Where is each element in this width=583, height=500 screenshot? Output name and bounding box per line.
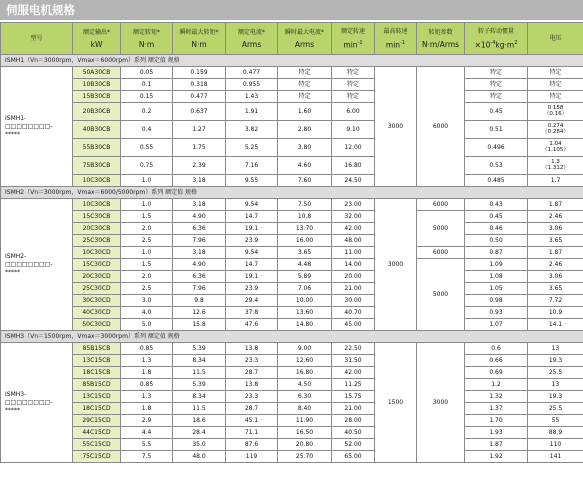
cell: 13.8 — [226, 379, 278, 391]
cell: 特定 — [278, 67, 332, 79]
model-cell: 85B15CB — [73, 343, 121, 355]
cell: 1.08 — [465, 271, 528, 283]
cell: 1.3 — [121, 391, 173, 403]
series-label: ISMH1- □□□□□□□□- ***** — [1, 67, 73, 187]
cell: 28.7 — [226, 367, 278, 379]
cell: 65.00 — [332, 451, 375, 463]
cell: 0.318 — [173, 79, 226, 91]
cell: 14.7 — [226, 259, 278, 271]
cell: 7.96 — [173, 235, 226, 247]
cell: 7.60 — [278, 175, 332, 187]
cell: 30.00 — [332, 295, 375, 307]
cell: 4.48 — [278, 259, 332, 271]
cell: 3.06 — [528, 223, 583, 235]
cell: 8.40 — [278, 403, 332, 415]
model-cell: 44C15CD — [73, 427, 121, 439]
model-cell: 55C15CD — [73, 439, 121, 451]
cell: 3.06 — [528, 271, 583, 283]
inertia-cell: 0.158 （0.16） — [528, 103, 583, 121]
cell: 3.65 — [528, 283, 583, 295]
cell: 0.53 — [465, 157, 528, 175]
cell: 1.0 — [121, 199, 173, 211]
table-row — [1, 343, 583, 355]
cell: 13.70 — [278, 223, 332, 235]
model-cell: 13C15CB — [73, 355, 121, 367]
cell: 13.60 — [278, 307, 332, 319]
header-power: 额定输出* kW — [73, 23, 121, 55]
section-title: ISMH1（Vn＝3000rpm，Vmax＝6000rpm）系列 额定值 规格 — [1, 55, 583, 67]
table-row — [1, 121, 583, 139]
cell: 32.00 — [332, 211, 375, 223]
header-voltage: 电压 — [528, 23, 583, 55]
cell: 0.485 — [465, 175, 528, 187]
model-cell: 75C15CD — [73, 451, 121, 463]
cell: 0.55 — [121, 139, 173, 157]
model-cell: 10C30CB — [73, 175, 121, 187]
cell: 0.98 — [465, 295, 528, 307]
model-cell: 13C15CD — [73, 391, 121, 403]
cell: 0.75 — [121, 157, 173, 175]
cell: 16.50 — [278, 427, 332, 439]
cell: 2.0 — [121, 271, 173, 283]
model-cell: 20C30CD — [73, 271, 121, 283]
cell: 6.36 — [173, 223, 226, 235]
cell: 5.0 — [121, 319, 173, 331]
cell: 0.85 — [121, 343, 173, 355]
servo-spec-table — [0, 22, 583, 463]
cell: 1.91 — [226, 103, 278, 121]
cell: 14.00 — [332, 259, 375, 271]
cell: 12.00 — [332, 139, 375, 157]
table-row — [1, 355, 583, 367]
cell: 1.43 — [226, 91, 278, 103]
cell: 0.2 — [121, 103, 173, 121]
cell: 1.75 — [173, 139, 226, 157]
table-row — [1, 295, 583, 307]
cell: 31.50 — [332, 355, 375, 367]
header-inertia: 转子转动惯量 $\times 10^{-4}kg\cdot m^2$ — [465, 23, 528, 55]
cell: 1.27 — [173, 121, 226, 139]
cell: 2.46 — [528, 259, 583, 271]
cell: 3.65 — [528, 235, 583, 247]
cell: 1.87 — [465, 439, 528, 451]
model-cell: 15B30CB — [73, 91, 121, 103]
cell: 22.50 — [332, 343, 375, 355]
table-row — [1, 247, 583, 259]
cell: 特定 — [332, 79, 375, 91]
cell: 0.477 — [226, 67, 278, 79]
cell: 1.92 — [465, 451, 528, 463]
max-speed-cell: 6000 — [417, 67, 465, 187]
cell: 20.80 — [278, 439, 332, 451]
section-row — [1, 187, 583, 199]
model-cell: 30C30CD — [73, 295, 121, 307]
cell: 1.7 — [528, 175, 583, 187]
cell: 23.00 — [332, 199, 375, 211]
model-cell: 15C30CD — [73, 259, 121, 271]
table-row — [1, 103, 583, 121]
cell: 6.36 — [173, 271, 226, 283]
cell: 0.45 — [465, 103, 528, 121]
cell: 23.3 — [226, 391, 278, 403]
header-torque-constant: 转矩参数 N·m/Arms — [417, 23, 465, 55]
model-cell: 20B30CB — [73, 103, 121, 121]
table-row — [1, 307, 583, 319]
header-max-speed: 最高转速 $\min^{-1}$ — [375, 23, 417, 55]
table-row — [1, 415, 583, 427]
table-row — [1, 223, 583, 235]
series-label: ISMH2- □□□□□□□□- ***** — [1, 199, 73, 331]
cell: 1.60 — [278, 103, 332, 121]
cell: 55 — [528, 415, 583, 427]
cell: 特定 — [465, 91, 528, 103]
cell: 7.96 — [173, 283, 226, 295]
cell: 141 — [528, 451, 583, 463]
max-speed-cell: 5000 — [417, 211, 465, 247]
cell: 48.00 — [332, 235, 375, 247]
cell: 37.8 — [226, 307, 278, 319]
cell: 1.05 — [465, 283, 528, 295]
model-cell: 20C30CB — [73, 223, 121, 235]
table-row — [1, 139, 583, 157]
cell: 10.8 — [278, 211, 332, 223]
cell: 3.65 — [278, 247, 332, 259]
cell: 1.09 — [465, 259, 528, 271]
cell: 19.1 — [226, 271, 278, 283]
model-cell: 55B30CB — [73, 139, 121, 157]
cell: 7.50 — [278, 199, 332, 211]
cell: 3.18 — [173, 247, 226, 259]
cell: 特定 — [528, 67, 583, 79]
cell: 3.82 — [226, 121, 278, 139]
cell: 0.955 — [226, 79, 278, 91]
cell: 15.8 — [173, 319, 226, 331]
model-cell: 15C30CB — [73, 211, 121, 223]
cell: 7.16 — [226, 157, 278, 175]
model-cell: 25C30CD — [73, 283, 121, 295]
cell: 52.00 — [332, 439, 375, 451]
cell: 0.477 — [173, 91, 226, 103]
cell: 4.60 — [278, 157, 332, 175]
model-cell: 18C15CD — [73, 403, 121, 415]
cell: 21.00 — [332, 283, 375, 295]
cell: 0.50 — [465, 235, 528, 247]
cell: 特定 — [332, 67, 375, 79]
table-row — [1, 379, 583, 391]
cell: 2.9 — [121, 415, 173, 427]
cell: 8.34 — [173, 355, 226, 367]
cell: 1.5 — [121, 211, 173, 223]
cell: 9.8 — [173, 295, 226, 307]
cell: 5.39 — [173, 379, 226, 391]
cell: 11.5 — [173, 367, 226, 379]
cell: 0.69 — [465, 367, 528, 379]
model-cell: 10C30CD — [73, 247, 121, 259]
cell: 2.5 — [121, 235, 173, 247]
cell: 2.46 — [528, 211, 583, 223]
cell: 25.70 — [278, 451, 332, 463]
cell: 1.5 — [121, 259, 173, 271]
cell: 3.80 — [278, 139, 332, 157]
cell: 0.15 — [121, 91, 173, 103]
model-cell: 40C30CD — [73, 307, 121, 319]
cell: 1.87 — [528, 247, 583, 259]
header-peak-current: 瞬时最大电流* Arms — [278, 23, 332, 55]
cell: 特定 — [465, 67, 528, 79]
section-title: ISMH2（Vn＝3000rpm，Vmax＝6000/5000rpm）系列 额定值 规格 — [1, 187, 583, 199]
cell: 5.89 — [278, 271, 332, 283]
cell: 15.75 — [332, 391, 375, 403]
cell: 21.00 — [332, 403, 375, 415]
header-torque: 额定转矩* N·m — [121, 23, 173, 55]
cell: 0.1 — [121, 79, 173, 91]
header-current: 额定电流* Arms — [226, 23, 278, 55]
table-row — [1, 271, 583, 283]
table-row — [1, 403, 583, 415]
cell: 4.0 — [121, 307, 173, 319]
cell: 0.93 — [465, 307, 528, 319]
cell: 19.3 — [528, 391, 583, 403]
cell: 12.6 — [173, 307, 226, 319]
cell: 11.00 — [332, 247, 375, 259]
cell: 0.85 — [121, 379, 173, 391]
cell: 28.4 — [173, 427, 226, 439]
cell: 1.8 — [121, 403, 173, 415]
cell: 0.4 — [121, 121, 173, 139]
cell: 71.1 — [226, 427, 278, 439]
cell: 119 — [226, 451, 278, 463]
cell: 6.00 — [332, 103, 375, 121]
table-row — [1, 235, 583, 247]
cell: 11.25 — [332, 379, 375, 391]
cell: 13 — [528, 343, 583, 355]
cell: 3.18 — [173, 199, 226, 211]
table-row — [1, 199, 583, 211]
cell: 3.18 — [173, 175, 226, 187]
cell: 29.4 — [226, 295, 278, 307]
cell: 87.6 — [226, 439, 278, 451]
cell: 20.00 — [332, 271, 375, 283]
model-cell: 75B30CB — [73, 157, 121, 175]
max-speed-cell: 5000 — [417, 259, 465, 331]
cell: 42.00 — [332, 223, 375, 235]
cell: 2.80 — [278, 121, 332, 139]
section-row — [1, 55, 583, 67]
cell: 1.3 — [121, 355, 173, 367]
cell: 13.8 — [226, 343, 278, 355]
cell: 45.00 — [332, 319, 375, 331]
cell: 23.9 — [226, 235, 278, 247]
cell: 特定 — [465, 79, 528, 91]
cell: 0.6 — [465, 343, 528, 355]
model-cell: 85B15CD — [73, 379, 121, 391]
table-row — [1, 157, 583, 175]
cell: 45.1 — [226, 415, 278, 427]
cell: 0.496 — [465, 139, 528, 157]
cell: 1.0 — [121, 175, 173, 187]
cell: 1.70 — [465, 415, 528, 427]
model-cell: 50A30CB — [73, 67, 121, 79]
inertia-cell: 1.3 （1.312） — [528, 157, 583, 175]
table-row — [1, 283, 583, 295]
cell: 23.9 — [226, 283, 278, 295]
max-speed-cell: 3000 — [417, 343, 465, 463]
table-row — [1, 175, 583, 187]
cell: 12.60 — [278, 355, 332, 367]
cell: 1.87 — [528, 199, 583, 211]
cell: 16.80 — [332, 157, 375, 175]
table-row — [1, 367, 583, 379]
cell: 14.7 — [226, 211, 278, 223]
cell: 0.159 — [173, 67, 226, 79]
cell: 5.25 — [226, 139, 278, 157]
cell: 1.07 — [465, 319, 528, 331]
model-cell: 10B30CB — [73, 79, 121, 91]
model-cell: 25C30CB — [73, 235, 121, 247]
max-speed-cell: 6000 — [417, 199, 465, 211]
header-rated-speed: 额定转速 $\min^{-1}$ — [332, 23, 375, 55]
cell: 48.0 — [173, 451, 226, 463]
section-title: ISMH3（Vn＝1500rpm，Vmax＝3000rpm）系列 额定值 规格 — [1, 331, 583, 343]
cell: 2.39 — [173, 157, 226, 175]
cell: 1.0 — [121, 247, 173, 259]
cell: 28.7 — [226, 403, 278, 415]
table-row — [1, 451, 583, 463]
cell: 1.2 — [465, 379, 528, 391]
cell: 0.51 — [465, 121, 528, 139]
cell: 9.54 — [226, 247, 278, 259]
cell: 9.55 — [226, 175, 278, 187]
inertia-cell: 1.04 （1.105） — [528, 139, 583, 157]
cell: 0.05 — [121, 67, 173, 79]
cell: 4.50 — [278, 379, 332, 391]
cell: 8.34 — [173, 391, 226, 403]
cell: 16.00 — [278, 235, 332, 247]
cell: 5.5 — [121, 439, 173, 451]
cell: 25.5 — [528, 403, 583, 415]
cell: 28.00 — [332, 415, 375, 427]
cell: 3.0 — [121, 295, 173, 307]
rated-speed-cell: 3000 — [375, 67, 417, 187]
model-cell: 10C30CB — [73, 199, 121, 211]
cell: 19.3 — [528, 355, 583, 367]
cell: 10.00 — [278, 295, 332, 307]
cell: 23.3 — [226, 355, 278, 367]
cell: 7.5 — [121, 451, 173, 463]
cell: 7.06 — [278, 283, 332, 295]
table-row — [1, 211, 583, 223]
cell: 4.90 — [173, 259, 226, 271]
cell: 特定 — [528, 79, 583, 91]
model-cell: 29C15CD — [73, 415, 121, 427]
cell: 1.32 — [465, 391, 528, 403]
cell: 5.39 — [173, 343, 226, 355]
inertia-cell: 0.274 （0.284） — [528, 121, 583, 139]
header-model: 型号 — [1, 23, 73, 55]
cell: 10.9 — [528, 307, 583, 319]
cell: 14.1 — [528, 319, 583, 331]
model-cell: 18C15CB — [73, 367, 121, 379]
cell: 42.00 — [332, 367, 375, 379]
cell: 13 — [528, 379, 583, 391]
header-peak-torque: 瞬时最大转矩* N·m — [173, 23, 226, 55]
cell: 25.5 — [528, 367, 583, 379]
max-speed-cell: 6000 — [417, 247, 465, 259]
cell: 1.37 — [465, 403, 528, 415]
cell: 0.87 — [465, 247, 528, 259]
model-cell: 50C30CD — [73, 319, 121, 331]
cell: 11.90 — [278, 415, 332, 427]
cell: 0.46 — [465, 223, 528, 235]
cell: 9.54 — [226, 199, 278, 211]
cell: 9.10 — [332, 121, 375, 139]
cell: 16.80 — [278, 367, 332, 379]
cell: 特定 — [332, 91, 375, 103]
table-row — [1, 79, 583, 91]
cell: 47.6 — [226, 319, 278, 331]
cell: 特定 — [278, 79, 332, 91]
cell: 11.5 — [173, 403, 226, 415]
page-title: 伺服电机规格 — [0, 0, 583, 20]
cell: 2.5 — [121, 283, 173, 295]
cell: 0.43 — [465, 199, 528, 211]
cell: 14.80 — [278, 319, 332, 331]
section-row — [1, 331, 583, 343]
cell: 40.50 — [332, 427, 375, 439]
cell: 6.30 — [278, 391, 332, 403]
table-row — [1, 439, 583, 451]
cell: 2.0 — [121, 223, 173, 235]
cell: 88.9 — [528, 427, 583, 439]
cell: 1.93 — [465, 427, 528, 439]
cell: 4.90 — [173, 211, 226, 223]
table-row — [1, 67, 583, 79]
rated-speed-cell: 1500 — [375, 343, 417, 463]
cell: 7.72 — [528, 295, 583, 307]
cell: 特定 — [278, 91, 332, 103]
cell: 0.45 — [465, 211, 528, 223]
header-row — [1, 23, 583, 55]
cell: 40.70 — [332, 307, 375, 319]
table-row — [1, 427, 583, 439]
cell: 1.8 — [121, 367, 173, 379]
cell: 110 — [528, 439, 583, 451]
cell: 18.6 — [173, 415, 226, 427]
model-cell: 40B30CB — [73, 121, 121, 139]
cell: 19.1 — [226, 223, 278, 235]
cell: 0.637 — [173, 103, 226, 121]
cell: 35.0 — [173, 439, 226, 451]
cell: 特定 — [528, 91, 583, 103]
rated-speed-cell: 3000 — [375, 199, 417, 331]
cell: 24.50 — [332, 175, 375, 187]
table-row — [1, 391, 583, 403]
cell: 0.66 — [465, 355, 528, 367]
table-row — [1, 319, 583, 331]
cell: 9.00 — [278, 343, 332, 355]
table-row — [1, 91, 583, 103]
series-label: ISMH3- □□□□□□□□- ***** — [1, 343, 73, 463]
table-row — [1, 259, 583, 271]
cell: 4.4 — [121, 427, 173, 439]
